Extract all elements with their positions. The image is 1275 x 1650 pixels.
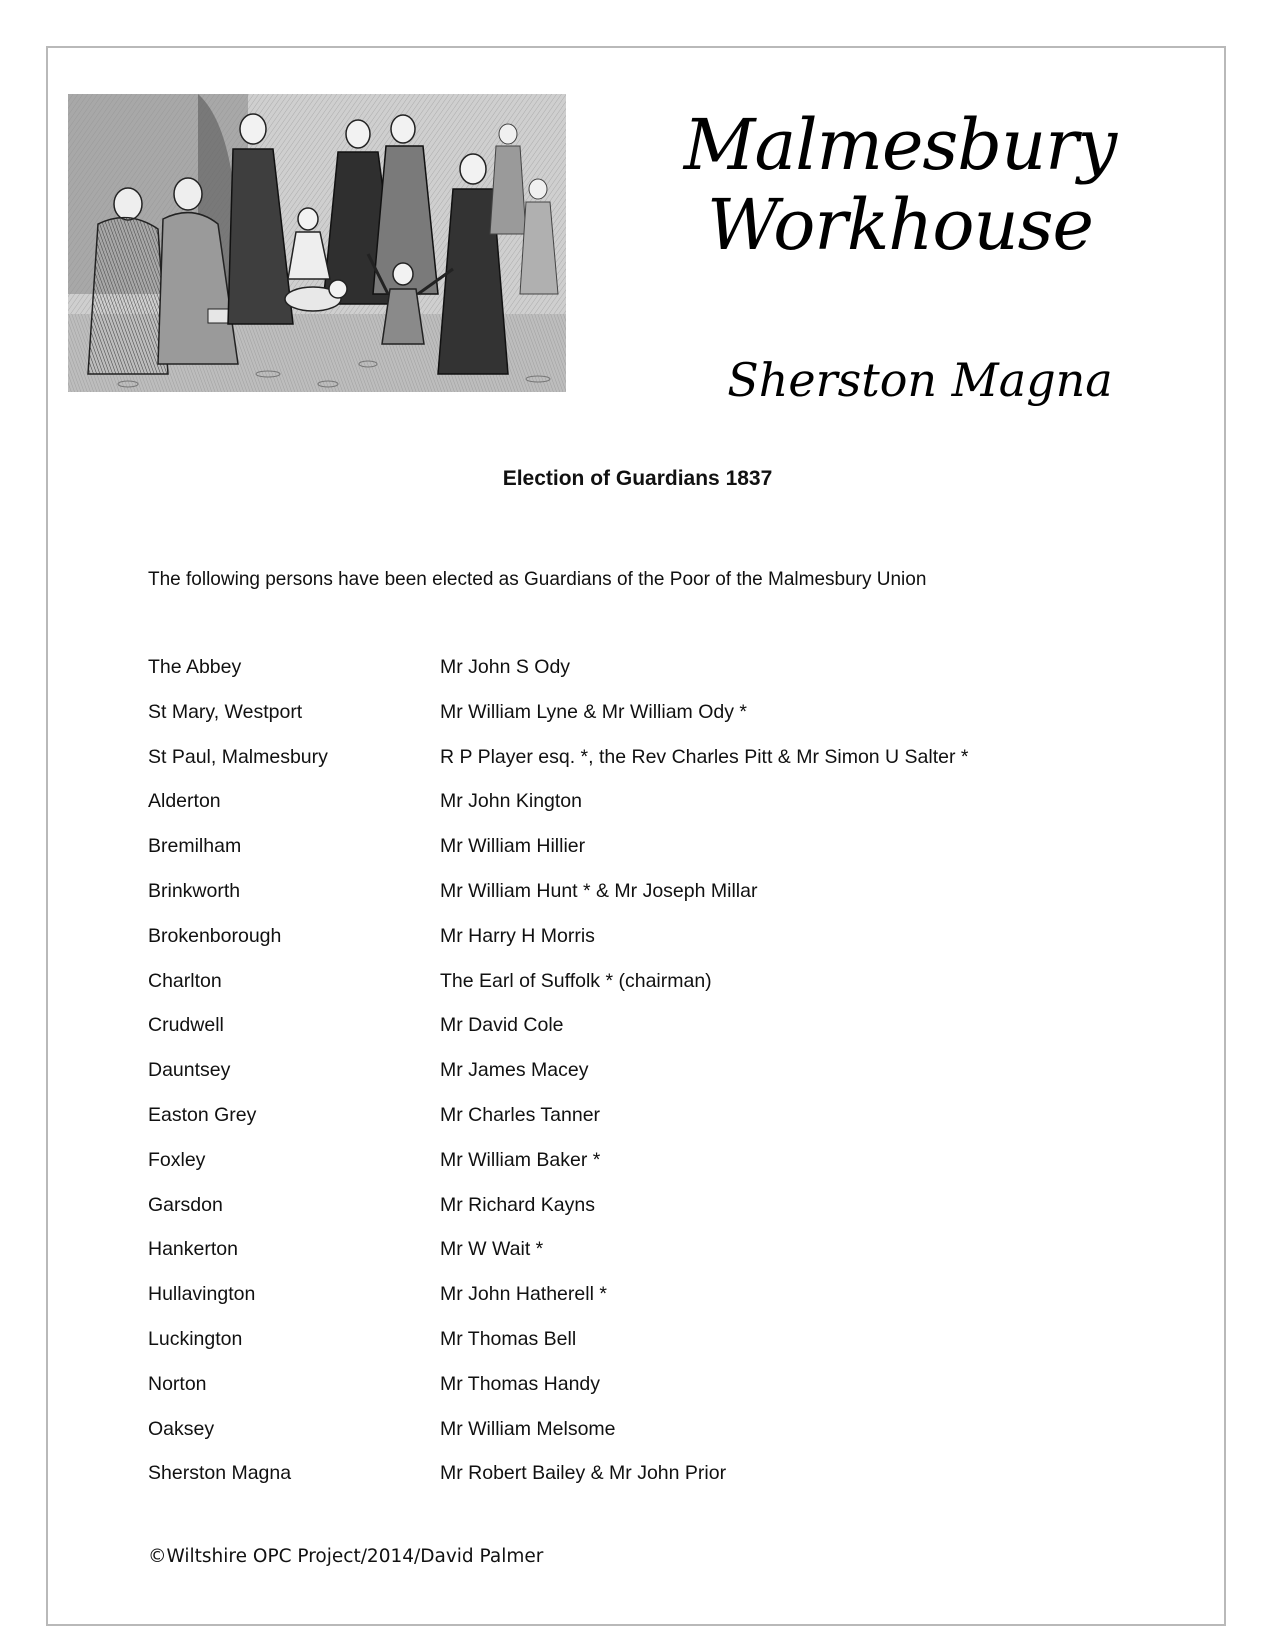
table-row	[148, 1013, 1148, 1058]
table-row	[148, 924, 1148, 969]
parish-name: Oaksey	[148, 1417, 215, 1440]
parish-name: Crudwell	[148, 1014, 224, 1037]
guardian-names: Mr Harry H Morris	[440, 924, 595, 947]
table-row	[148, 1327, 1148, 1372]
parish-name: St Paul, Malmesbury	[148, 745, 328, 768]
guardian-names: Mr W Wait *	[440, 1238, 544, 1261]
guardian-names: Mr William Hillier	[440, 835, 586, 858]
parish-name: Brinkworth	[148, 879, 241, 902]
table-row	[148, 879, 1148, 924]
parish-name: The Abbey	[148, 656, 242, 678]
table-row	[148, 789, 1148, 834]
guardian-names: Mr Charles Tanner	[440, 1103, 601, 1126]
table-row	[148, 969, 1148, 1014]
guardian-names: Mr Thomas Handy	[440, 1372, 601, 1395]
table-row	[148, 655, 1148, 700]
title-line-2: Workhouse	[707, 184, 1093, 266]
guardian-names: Mr James Macey	[440, 1059, 589, 1082]
section-heading: Election of Guardians 1837	[502, 467, 773, 490]
table-row	[148, 1058, 1148, 1103]
parish-name: Foxley	[148, 1148, 206, 1171]
table-row	[148, 1103, 1148, 1148]
parish-name: Luckington	[148, 1327, 243, 1350]
guardian-names: Mr William Lyne & Mr William Ody *	[440, 700, 747, 723]
guardian-names: Mr John S Ody	[440, 656, 571, 678]
parish-name: Dauntsey	[148, 1059, 231, 1082]
table-row	[148, 1193, 1148, 1238]
parish-name: Easton Grey	[148, 1103, 257, 1126]
parish-name: Hankerton	[148, 1238, 238, 1261]
parish-name: Charlton	[148, 969, 222, 992]
workhouse-engraving-icon	[68, 94, 566, 392]
parish-name: Alderton	[148, 790, 221, 813]
guardian-names: R P Player esq. *, the Rev Charles Pitt & Mr Simon U Salter *	[440, 745, 969, 768]
parish-name: Bremilham	[148, 835, 242, 858]
table-row	[148, 1461, 1148, 1506]
guardian-names: Mr Robert Bailey & Mr John Prior	[440, 1462, 727, 1485]
guardian-names: Mr William Melsome	[440, 1417, 616, 1440]
guardian-names: Mr John Kington	[440, 790, 582, 813]
parish-name: Hullavington	[148, 1283, 256, 1306]
parish-name: Garsdon	[148, 1193, 223, 1216]
guardian-names: Mr David Cole	[440, 1014, 564, 1037]
parish-name: Norton	[148, 1372, 207, 1395]
table-row	[148, 1237, 1148, 1282]
guardian-names: Mr John Hatherell *	[440, 1283, 607, 1306]
table-row	[148, 1372, 1148, 1417]
guardian-names: Mr Richard Kayns	[440, 1193, 595, 1216]
table-row	[148, 1148, 1148, 1193]
table-row	[148, 700, 1148, 745]
parish-name: Brokenborough	[148, 924, 282, 947]
document-title	[620, 105, 1180, 265]
parish-subtitle: Sherston Magna	[727, 353, 1113, 407]
table-row	[148, 834, 1148, 879]
guardians-list	[148, 655, 1148, 1506]
copyright-footer: ©Wiltshire OPC Project/2014/David Palmer	[148, 1546, 544, 1567]
parish-name: Sherston Magna	[148, 1462, 292, 1485]
guardian-names: The Earl of Suffolk * (chairman)	[440, 969, 712, 992]
title-line-1: Malmesbury	[683, 104, 1117, 186]
table-row	[148, 745, 1148, 790]
guardian-names: Mr William Hunt * & Mr Joseph Millar	[440, 879, 758, 902]
parish-name: St Mary, Westport	[148, 700, 303, 723]
guardian-names: Mr Thomas Bell	[440, 1327, 577, 1350]
table-row	[148, 1417, 1148, 1462]
intro-paragraph: The following persons have been elected as Guardians of the Poor of the Malmesbury Union	[148, 569, 927, 590]
table-row	[148, 1282, 1148, 1327]
guardian-names: Mr William Baker *	[440, 1148, 601, 1171]
